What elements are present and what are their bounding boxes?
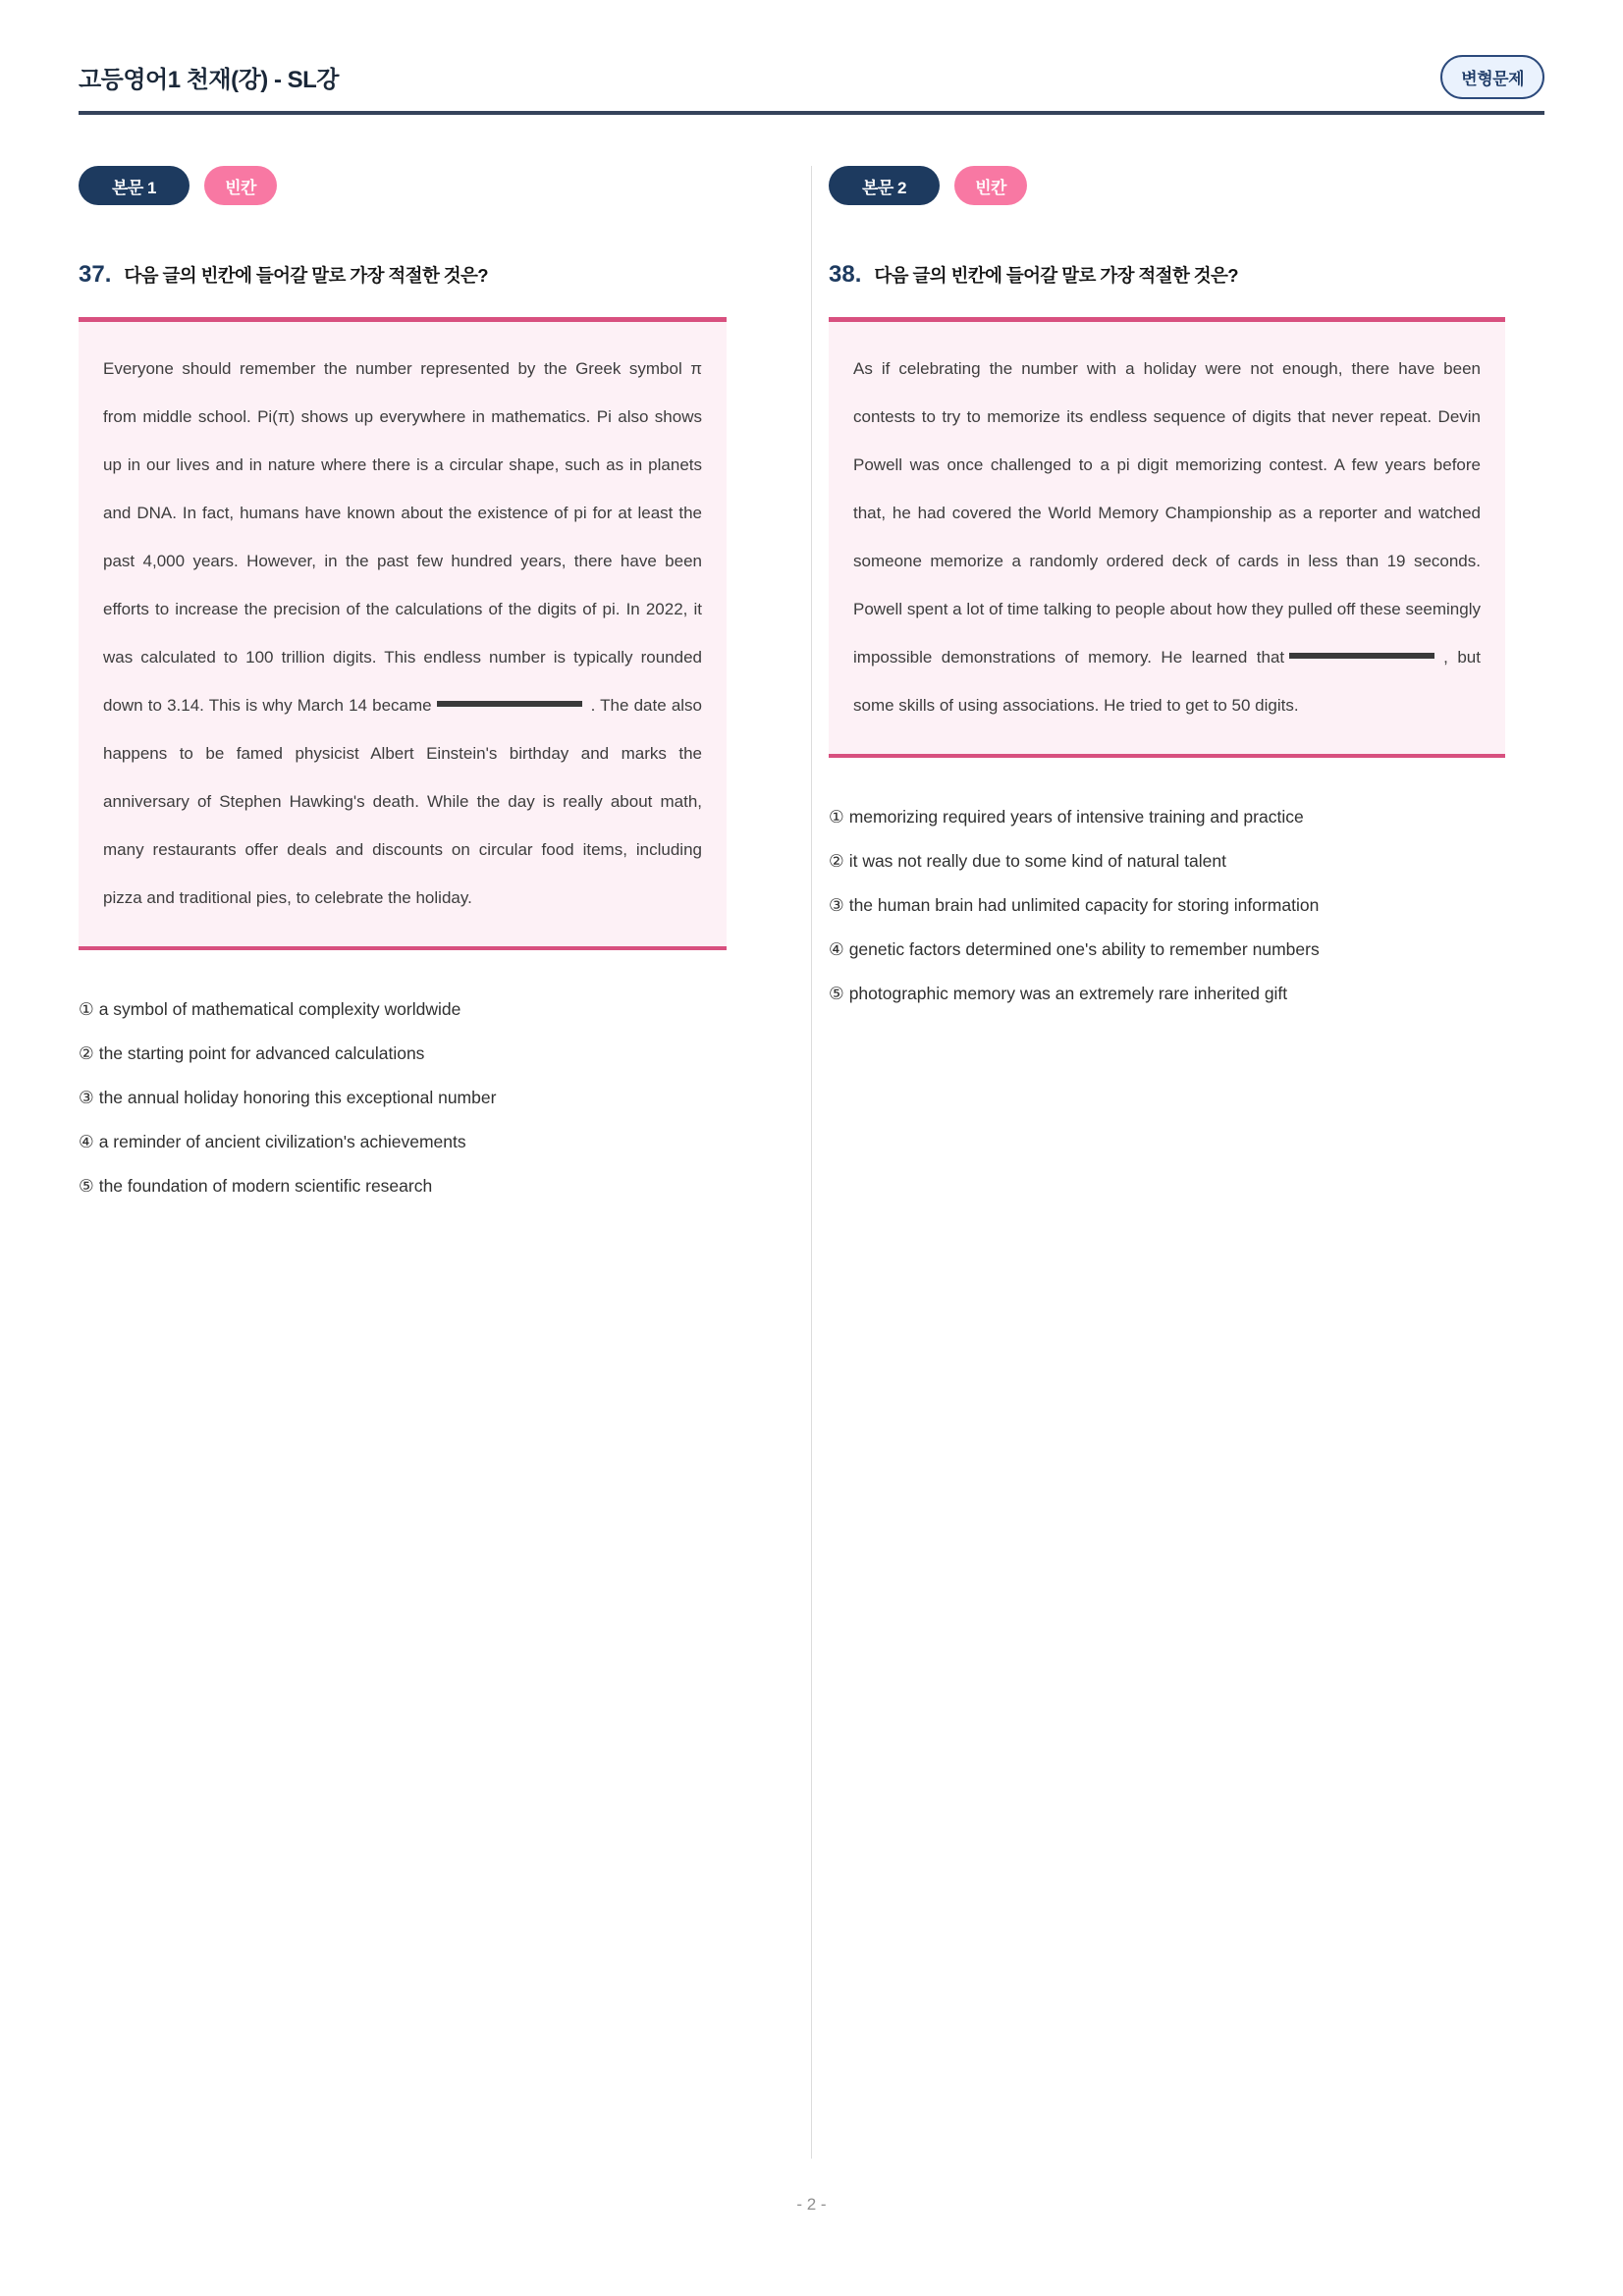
option-text: it was not really due to some kind of natural talent (848, 851, 1226, 871)
answer-option (79, 1036, 727, 1072)
fill-in-blank-line (1289, 653, 1434, 659)
source-tag-badge: 본문 1 (79, 166, 189, 205)
header-divider (79, 111, 1544, 115)
question-number: 38. (829, 261, 862, 288)
option-marker: ④ (79, 1132, 94, 1151)
option-marker: ③ (829, 895, 844, 915)
option-text: photographic memory was an extremely rare inherited gift (848, 984, 1288, 1003)
column-divider (811, 166, 812, 2159)
question-37-heading (79, 261, 727, 289)
answer-option (829, 843, 1505, 880)
answer-option (79, 1168, 727, 1204)
question-37-tags (79, 166, 727, 205)
question-number: 37. (79, 261, 112, 288)
modified-question-badge: 변형문제 (1440, 55, 1544, 99)
question-38-passage-box (829, 317, 1505, 758)
passage-text-after-blank: . The date also happens to be famed physicist Albert Einstein's birthday and marks the anniversary of Stephen Hawking's death. While the day is really about math, many restaurants offer deals and discounts on circular food items, including pizza and traditional pies, to celebrate the holiday. (103, 696, 702, 907)
passage-text-after-blank: , but some skills of using associations. He tried to get to 50 digits. (853, 648, 1481, 715)
option-marker: ⑤ (829, 984, 844, 1003)
option-marker: ② (829, 851, 844, 871)
fill-in-blank-line (437, 701, 582, 707)
answer-option (79, 1124, 727, 1160)
page-title: 고등영어1 천재(강) - SL강 (79, 67, 339, 93)
answer-option (829, 932, 1505, 968)
question-37-options (79, 991, 727, 1204)
question-prompt: 다음 글의 빈칸에 들어갈 말로 가장 적절한 것은? (124, 265, 489, 286)
option-marker: ③ (79, 1088, 94, 1107)
option-text: a symbol of mathematical complexity worldwide (98, 999, 461, 1019)
option-marker: ① (829, 807, 844, 827)
option-marker: ④ (829, 939, 844, 959)
source-tag-badge: 본문 2 (829, 166, 940, 205)
type-tag-badge: 빈칸 (204, 166, 277, 205)
option-marker: ⑤ (79, 1176, 94, 1196)
option-text: the annual holiday honoring this exceptional number (98, 1088, 497, 1107)
answer-option (79, 991, 727, 1028)
option-text: the starting point for advanced calculations (98, 1043, 425, 1063)
two-column-layout (79, 166, 1544, 2159)
question-37-column (79, 166, 727, 2159)
passage-text-before-blank: Everyone should remember the number represented by the Greek symbol π from middle school. Pi(π) shows up everywhere in mathematics. Pi also shows up in our lives and in nature where there is a circular shape, such as in planets and DNA. In fact, humans have known about the existence of pi for at least the past 4,000 years. However, in the past few hundred years, there have been efforts to increase the precision of the calculations of the digits of pi. In 2022, it was calculated to 100 trillion digits. This endless number is typically rounded down to 3.14. This is why March 14 became (103, 359, 702, 715)
answer-option (829, 976, 1505, 1012)
question-37-passage-box (79, 317, 727, 950)
option-text: memorizing required years of intensive training and practice (848, 807, 1304, 827)
answer-option (829, 799, 1505, 835)
answer-option (79, 1080, 727, 1116)
option-text: genetic factors determined one's ability to remember numbers (848, 939, 1320, 959)
option-text: the foundation of modern scientific research (98, 1176, 433, 1196)
answer-option (829, 887, 1505, 924)
question-38-heading (829, 261, 1505, 289)
option-text: a reminder of ancient civilization's achievements (98, 1132, 466, 1151)
page-header (79, 55, 1544, 99)
page-number: - 2 - (796, 2195, 827, 2214)
option-text: the human brain had unlimited capacity for storing information (848, 895, 1320, 915)
question-38-options (829, 799, 1505, 1012)
question-prompt: 다음 글의 빈칸에 들어갈 말로 가장 적절한 것은? (874, 265, 1239, 286)
option-marker: ② (79, 1043, 94, 1063)
passage-text-before-blank: As if celebrating the number with a holiday were not enough, there have been contests to try to memorize its endless sequence of digits that never repeat. Devin Powell was once challenged to a pi digit memorizing contest. A few years before that, he had covered the World Memory Championship as a reporter and watched someone memorize a randomly ordered deck of cards in less than 19 seconds. Powell spent a lot of time talking to people about how they pulled off these seemingly impossible demonstrations of memory. He learned that (853, 359, 1481, 667)
option-marker: ① (79, 999, 94, 1019)
question-38-column (829, 166, 1505, 2159)
question-38-tags (829, 166, 1505, 205)
type-tag-badge: 빈칸 (954, 166, 1027, 205)
